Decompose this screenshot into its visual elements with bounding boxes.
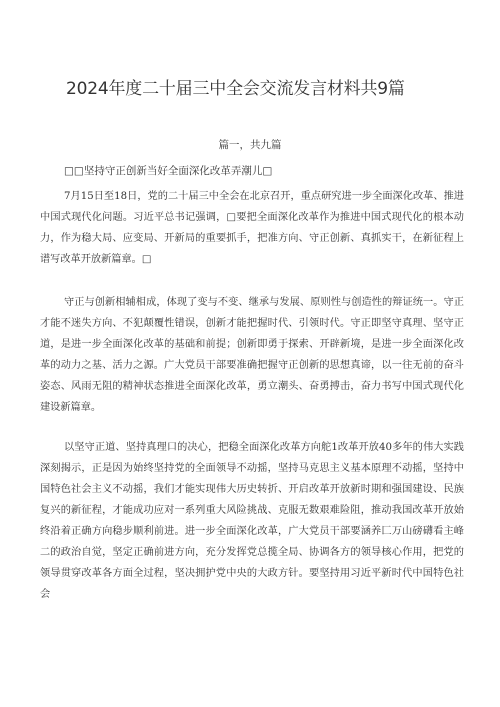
section-heading: 篇一，共九篇 bbox=[218, 139, 282, 151]
paragraph: 以坚守正道、坚持真理口的决心，把稳全面深化改革方向舵1改革开放40多年的伟大实践深刻揭示，正是因为始终坚持党的全面领导不动摇，坚持马克思主义基本原理不动摇，坚持中国特色社会主义不动摇，我们才能实现伟大历史转折、开启改革开放新时期和强国建设、民族复兴的新征程，才能成功应对一系列重大风险挑战、克服无数艰难险阻，推动我国改革开放始终沿着正确方向稳步顺利前进。进一步全面深化改革，广大党员干部要涵养匚万山磅礴看主峰二的政治自觉，坚定正确前进方向，充分发挥党总揽全局、协调各方的领导核心作用，把党的领导贯穿改革各方面全过程，坚决拥护党中央的大政方针。要坚持用习近平新时代中国特色社会 bbox=[40, 442, 464, 600]
paragraph: 7月15日至18日，党的二十届三中全会在北京召开，重点研究进一步全面深化改革、推进中国式现代化问题。习近平总书记强调，□要把全面深化改革作为推进中国式现代化的根本动力，作为稳大局、应变局、开新局的重要抓手，把准方向、守正创新、真抓实干，在新征程上谱写改革开放新篇章。□ bbox=[40, 191, 464, 265]
document-title: 2024年度二十届三中全会交流发言材料共9篇 bbox=[66, 79, 405, 99]
paragraph: 守正与创新相辅相成，体现了变与不变、继承与发展、原则性与创造性的辩证统一。守正才能不迷失方向、不犯颠覆性错误，创新才能把握时代、引领时代。守正即坚守真理、坚守正道，是进一步全面深化改革的基础和前提；创新即勇于探索、开辟新境，是进一步全面深化改革的动力之基、活力之源。广大党员干部要准确把握守正创新的思想真谛，以一往无前的奋斗姿态、风雨无阻的精神状态推进全面深化改革，勇立潮头、奋勇搏击，奋力书写中国式现代化建设新篇章。 bbox=[40, 297, 464, 413]
article-subtitle: □□坚持守正创新当好全面深化改革弄潮儿□ bbox=[64, 165, 273, 177]
